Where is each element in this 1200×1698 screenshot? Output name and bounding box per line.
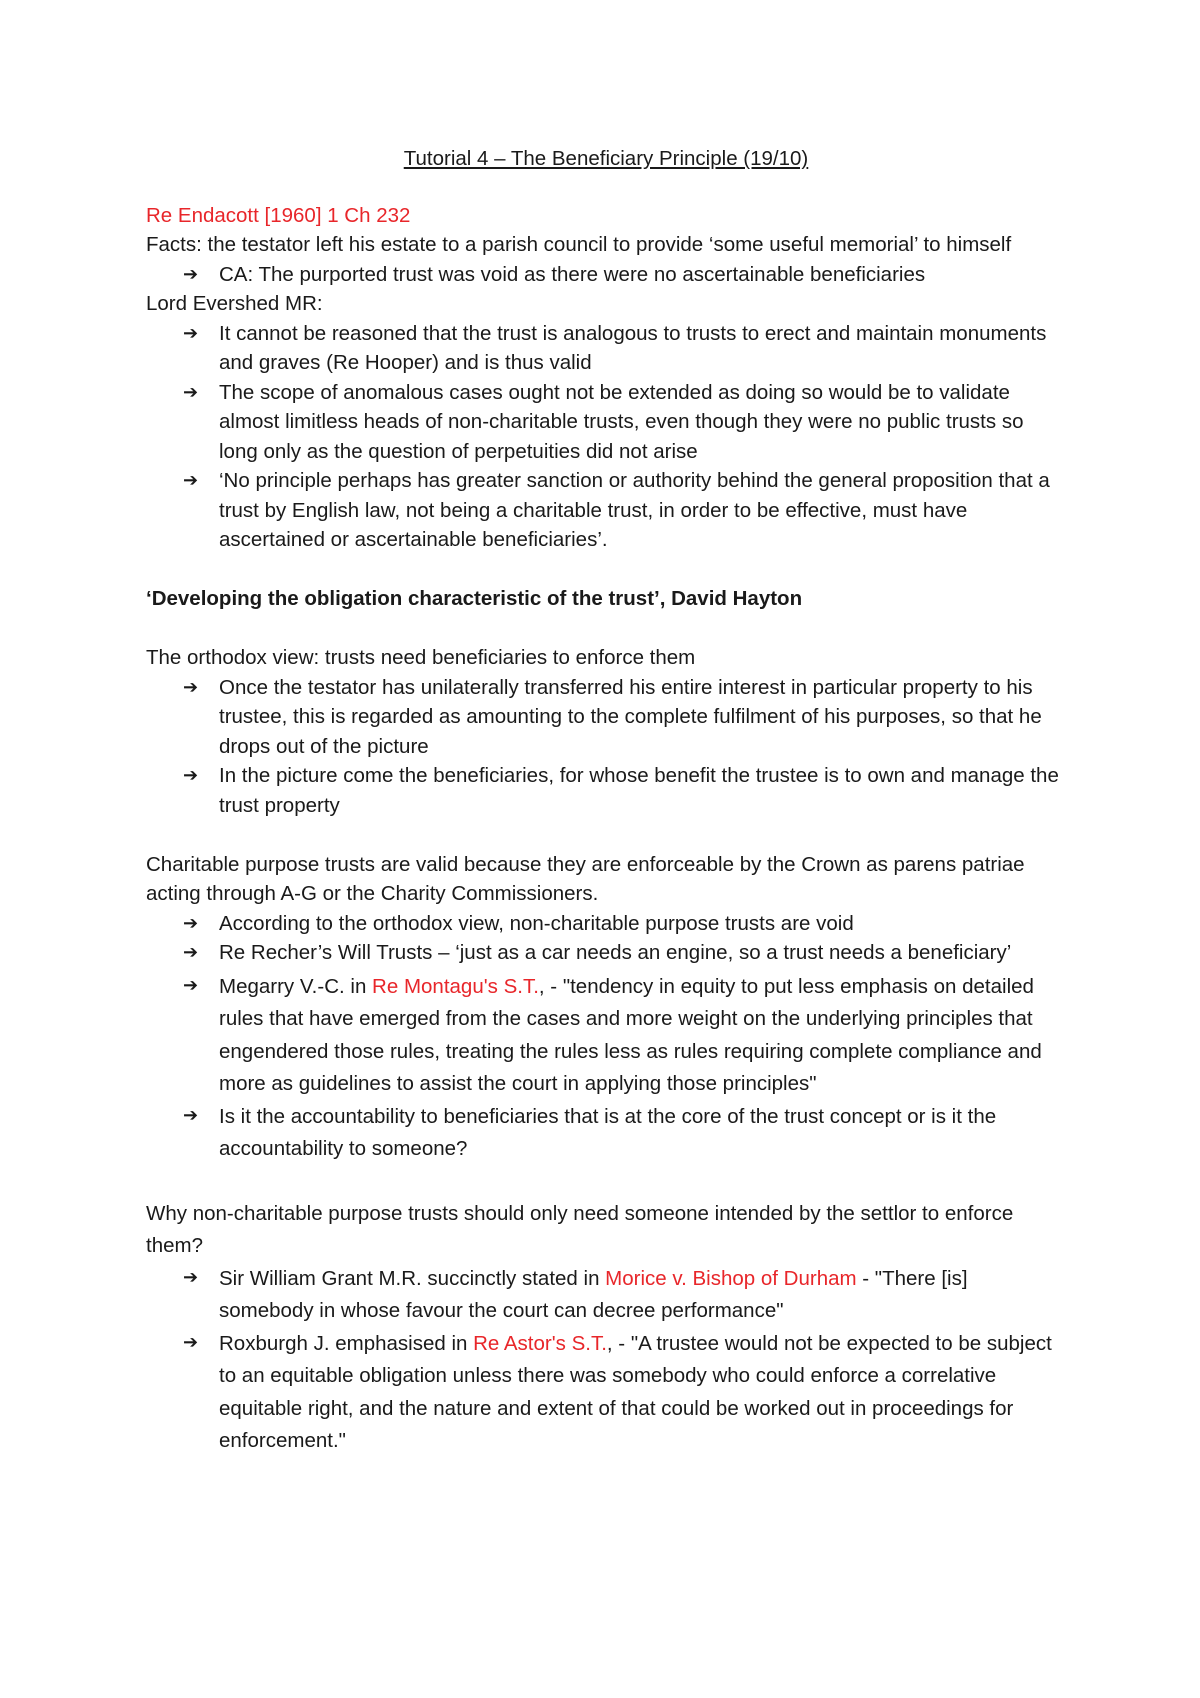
list-item: ➔ Roxburgh J. emphasised in Re Astor's S.T., - "A trustee would not be expected to be subject to an equitable obligation unless there was somebody who could enforce a correlative equitable right, and the nature and extent of that could be worked out in proceedings for enforcement."	[146, 1328, 1066, 1458]
why-block	[146, 1198, 1066, 1458]
case-name-montagu: Re Montagu's S.T.	[372, 974, 539, 998]
orthodox-intro: The orthodox view: trusts need beneficiaries to enforce them	[146, 646, 696, 669]
list-item: ➔ The scope of anomalous cases ought not be extended as doing so would be to validate almost limitless heads of non-charitable trusts, even though they were no public trusts so long only as the question of perpetuities did not arise	[146, 378, 1066, 467]
spacer	[146, 555, 1066, 585]
arrow-icon: ➔	[183, 470, 199, 490]
evershed-points	[146, 319, 1066, 555]
arrow-icon: ➔	[183, 676, 199, 697]
arrow-icon: ➔	[183, 912, 199, 933]
case-name-morice: Morice v. Bishop of Durham	[605, 1266, 857, 1290]
ca-list	[146, 260, 1066, 290]
arrow-icon: ➔	[183, 1331, 199, 1352]
spacer	[146, 1166, 1066, 1198]
arrow-icon: ➔	[183, 1266, 199, 1287]
list-item: ➔ According to the orthodox view, non-charitable purpose trusts are void	[146, 909, 1066, 939]
facts-paragraph: Facts: the testator left his estate to a parish council to provide ‘some useful memorial’ to himself	[146, 233, 1012, 256]
arrow-icon: ➔	[183, 381, 199, 402]
list-item: ➔ Is it the accountability to beneficiaries that is at the core of the trust concept or is it the accountability to someone?	[146, 1101, 1066, 1166]
page-title: Tutorial 4 – The Beneficiary Principle (19/10)	[403, 147, 809, 170]
case-name-endacott: Re Endacott [1960] 1 Ch 232	[146, 203, 411, 227]
megarry-points	[146, 971, 1066, 1166]
charitable-points	[146, 909, 1066, 968]
spacer	[146, 820, 1066, 850]
why-points	[146, 1263, 1066, 1458]
spacer	[146, 614, 1066, 644]
arrow-icon: ➔	[183, 322, 199, 343]
judge-name: Lord Evershed MR:	[146, 292, 323, 315]
list-item: ➔ In the picture come the beneficiaries, for whose benefit the trustee is to own and manage the trust property	[146, 761, 1066, 820]
list-item: ➔ ‘No principle perhaps has greater sanction or authority behind the general proposition that a trust by English law, not being a charitable trust, in order to be effective, must have ascertained or ascertainable beneficiaries’.	[146, 466, 1066, 555]
list-item: ➔ Megarry V.-C. in Re Montagu's S.T., - "tendency in equity to put less emphasis on detailed rules that have emerged from the cases and more weight on the underlying principles that engendered those rules, treating the rules less as rules requiring complete compliance and more as guidelines to assist the court in applying those principles"	[146, 971, 1066, 1101]
arrow-icon: ➔	[183, 1104, 199, 1125]
list-item: ➔ Sir William Grant M.R. succinctly stated in Morice v. Bishop of Durham - "There [is] somebody in whose favour the court can decree performance"	[146, 1263, 1066, 1328]
arrow-icon: ➔	[183, 942, 199, 962]
charitable-intro: Charitable purpose trusts are valid because they are enforceable by the Crown as parens patriae acting through A-G or the Charity Commissioners.	[146, 852, 1025, 905]
list-item: ➔ Once the testator has unilaterally transferred his entire interest in particular property to his trustee, this is regarded as amounting to the complete fulfilment of his purposes, so that he drops out of the picture	[146, 673, 1066, 762]
case-name-astor: Re Astor's S.T.	[473, 1331, 607, 1355]
list-item: ➔ CA: The purported trust was void as there were no ascertainable beneficiaries	[146, 260, 1066, 290]
orthodox-points	[146, 673, 1066, 821]
arrow-icon: ➔	[183, 765, 199, 785]
list-item: ➔ It cannot be reasoned that the trust is analogous to trusts to erect and maintain monuments and graves (Re Hooper) and is thus valid	[146, 319, 1066, 378]
list-item: ➔ Re Recher’s Will Trusts – ‘just as a car needs an engine, so a trust needs a beneficiary’	[146, 938, 1066, 968]
arrow-icon: ➔	[183, 974, 199, 995]
section-heading-hayton: ‘Developing the obligation characteristic of the trust’, David Hayton	[146, 587, 803, 610]
document-body	[146, 144, 1066, 1458]
why-intro: Why non-charitable purpose trusts should only need someone intended by the settlor to enforce them?	[146, 1201, 1014, 1257]
arrow-icon: ➔	[183, 263, 199, 284]
